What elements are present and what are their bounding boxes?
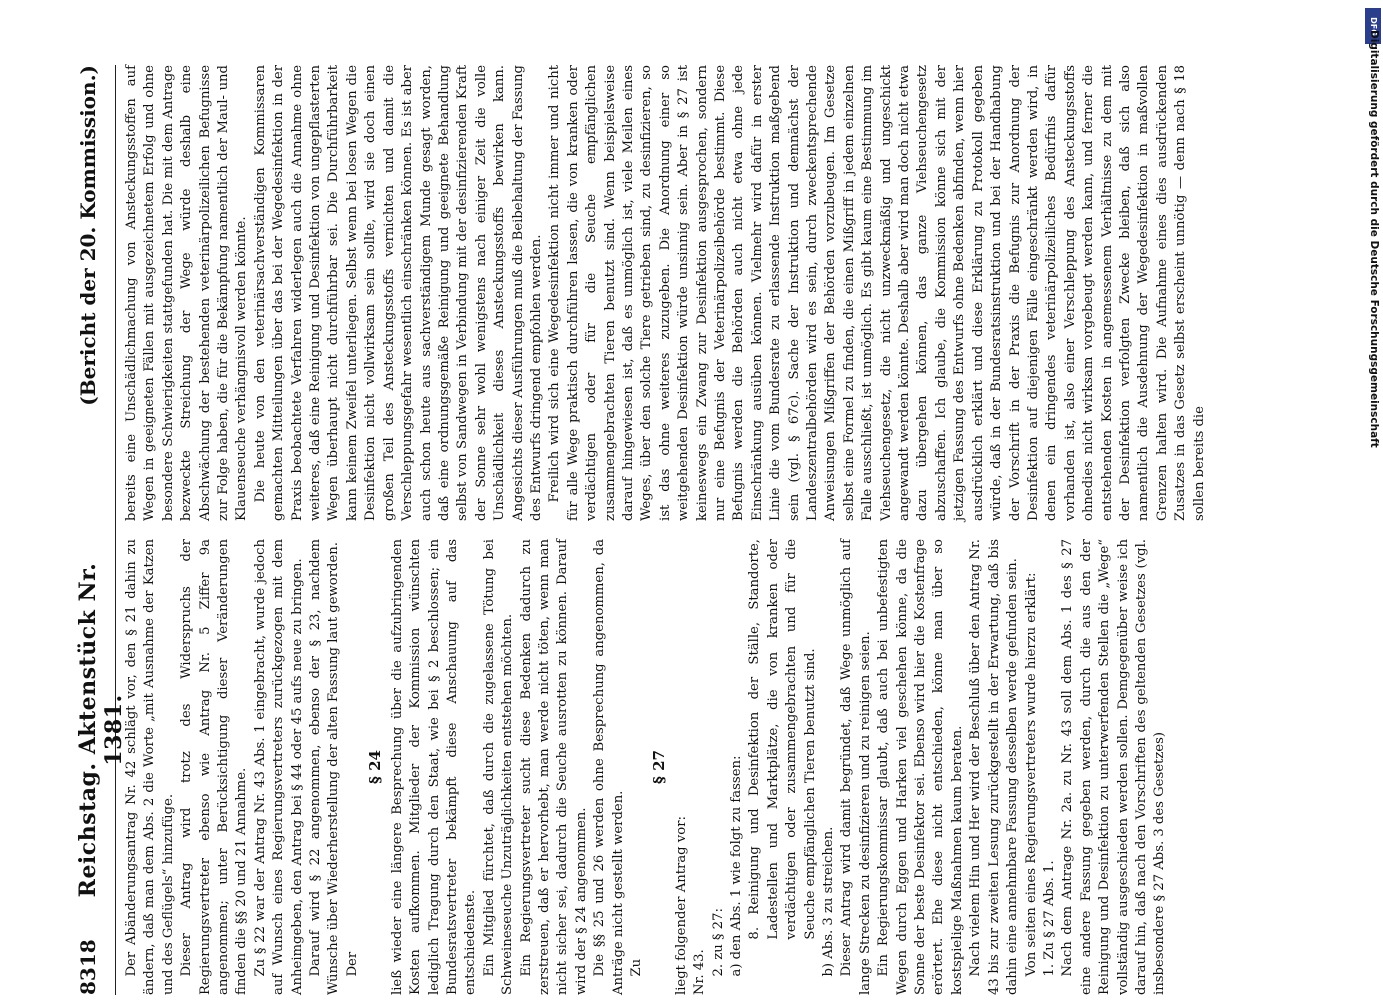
paragraph: Zu xyxy=(628,958,644,977)
paragraph: Der Abänderungsantrag Nr. 42 schlägt vor, den § 21 dahin zu ändern, daß man dem Abs. 2 die Worte „mit Ausnahme der Katzen und des Geflügels“ hinzufüge. xyxy=(124,539,176,995)
page-number: 8318 xyxy=(76,939,100,995)
paragraph: Die §§ 25 und 26 werden ohne Besprechung angenommen, da Anträge nicht gestellt werden. xyxy=(592,539,626,995)
paragraph: Darauf wird § 22 angenommen, ebenso der § 23, nachdem Wünsche über Wiederherstellung der alten Fassung laut geworden. xyxy=(308,539,342,995)
document-page xyxy=(75,65,1295,995)
page-title: Reichstag. Aktenstück Nr. 1381. xyxy=(75,562,127,898)
right-column xyxy=(123,65,1209,521)
paragraph: Die heute von den veterinärsachverständigen Kommissaren gemachten Mitteilungen über das bei der Wegedesinfektion in der Praxis beobachtete Verfahren widerlegen auch die Annahme ohne weiteres, daß eine Reinigung und Desinfektion von ungepflasterten Wegen überhaupt nicht durchführbar sei. Die Durchführbarkeit kann keinem Zweifel unterliegen. Selbst wenn bei losen Wegen die Desinfektion nicht vollwirksam sein sollte, wird sie doch einen großen Teil des Ansteckungsstoffs vernichten und damit die Verschleppungsgefahr wesentlich einschränken können. Es ist aber auch schon heute aus sachverständigem Munde gesagt worden, daß eine ordnungsgemäße Reinigung und geeignete Behandlung selbst von Sandwegen in Verbindung mit der desinfizierenden Kraft der Sonne sehr wohl wenigstens nach einiger Zeit die volle Unschädlichkeit dieses Ansteckungsstoffs bewirken kann. Angesichts dieser Ausführungen muß die Beibehaltung der Fassung des Entwurfs dringend empfohlen werden. xyxy=(252,65,544,521)
section-heading: § 27 xyxy=(650,750,669,784)
paragraph: 8. Reinigung und Desinfektion der Ställe, Standorte, Ladestellen und Marktplätze, die von kranken oder verdächtigen oder zusammengebrachten und für die Seuche empfänglichen Tieren benutzt sind. xyxy=(747,539,818,940)
margin-note xyxy=(1360,30,1382,930)
paragraph: Der xyxy=(344,951,360,977)
paragraph: 1. Zu § 27 Abs. 1. xyxy=(1041,860,1057,977)
left-column xyxy=(123,539,1209,995)
paragraph: liegt folgender Antrag vor: xyxy=(673,816,689,995)
paragraph: Nr. 43. xyxy=(692,949,708,995)
text-columns xyxy=(123,65,1209,995)
paragraph: Nach vielem Hin und Her wird der Beschluß über den Antrag Nr. 43 bis zur zweiten Lesung zurückgestellt in der Erwartung, daß bis dahin eine annehmbare Fassung desselben werde gefunden sein. xyxy=(968,539,1021,995)
margin-note-text: Digitalisierung gefördert durch die Deutsche Forschungsgemeinschaft xyxy=(1368,30,1380,448)
paragraph: 2. zu § 27: xyxy=(710,908,726,977)
paragraph: ließ wieder eine längere Besprechung über die aufzubringenden Kosten aufkommen. Mitglieder der Kommission wünschten lediglich Tragung durch den Staat, wie bei § 2 beschlossen; ein Bundesratsvertreter bekämpft diese Anschauung auf das entschiedenste. xyxy=(389,539,479,995)
paragraph: Ein Mitglied fürchtet, daß durch die zugelassene Tötung bei Schweineseuche Unzuträglichkeiten entstehen möchten. xyxy=(481,539,516,995)
paragraph: Zu § 22 war der Antrag Nr. 43 Abs. 1 eingebracht, wurde jedoch auf Wunsch eines Regierungsvertreters zurückgezogen mit dem Anheimgeben, den Antrag bei § 44 oder 45 aufs neue zu bringen. xyxy=(252,539,305,995)
paragraph: Dieser Antrag wird damit begründet, daß Wege unmöglich auf lange Strecken zu desinfizieren und zu reinigen seien. xyxy=(839,539,873,995)
paragraph: a) den Abs. 1 wie folgt zu fassen: xyxy=(729,755,744,977)
paragraph: Freilich wird sich eine Wegedesinfektion nicht immer und nicht für alle Wege praktisch durchführen lassen, die von kranken oder verdächtigen oder für die Seuche empfänglichen zusammengebrachten Tieren benutzt sind. Wenn beispielsweise darauf hingewiesen ist, daß es unmöglich ist, viele Meilen eines Weges, über den solche Tiere getrieben sind, zu desinfizieren, so ist das ohne weiteres zuzugeben. Die Anordnung einer so weitgehenden Desinfektion würde unsinnig sein. Aber in § 27 ist keineswegs ein Zwang zur Desinfektion ausgesprochen, sondern nur eine Befugnis der Veterinärpolizeibehörde bestimmt. Diese Befugnis werden die Behörden auch nicht etwa ohne jede Einschränkung ausüben können. Vielmehr wird dafür in erster Linie die vom Bundesrate zu erlassende Instruktion maßgebend sein (vgl. § 67c). Sache der Instruktion und demnächst der Landeszentralbehörden wird es sein, durch zweckentsprechende Anweisungen Mißgriffen der Behörden vorzubeugen. Im Gesetze selbst eine Formel zu finden, die einen Mißgriff in jedem einzelnen Falle ausschließt, ist unmöglich. Es gibt kaum eine Bestimmung im Viehseuchengesetz, die nicht unzweckmäßig und ungeschickt angewandt werden könnte. Deshalb aber wird man doch nicht etwa dazu übergehen können, das ganze Viehseuchengesetz abzuschaffen. Ich glaube, die Kommission könne sich mit der jetzigen Fassung des Entwurfs ohne Bedenken abfinden, wenn hier ausdrücklich erklärt und diese Erklärung zu Protokoll gegeben würde, daß in der Bundesratsinstruktion und bei der Handhabung der Vorschrift in der Praxis die Befugnis zur Anordnung der Desinfektion auf diejenigen Fälle eingeschränkt werden wird, in denen ein dringendes veterinärpolizeiliches Bedürfnis dafür vorhanden ist, also einer Verschleppung des Ansteckungsstoffs ohnedies nicht wirksam vorgebeugt werden kann, und ferner die entstehenden Kosten in angemessenem Verhältnisse zu dem mit der Desinfektion verfolgten Zwecke bleiben, daß sich also namentlich die Ausdehnung der Wegedesinfektion in maßvollen Grenzen halten wird. Die Aufnahme eines dies ausdrückenden Zusatzes in das Gesetz selbst erscheint unnötig — denn nach § 18 sollen bereits die xyxy=(547,65,1207,521)
section-heading: § 24 xyxy=(366,750,385,784)
dfg-logo: DFG xyxy=(1365,8,1381,44)
page-header xyxy=(75,65,127,995)
paragraph: Dieser Antrag wird trotz des Widerspruchs der Regierungsvertreter ebenso wie Antrag Nr. 5 Ziffer 9a angenommen; unter Berücksichtigung dieser Veränderungen finden die §§ 20 und 21 Annahme. xyxy=(179,539,250,995)
paragraph: Nach dem Antrage Nr. 2a. zu Nr. 43 soll dem Abs. 1 des § 27 eine andere Fassung gegeben werden, durch die aus den der Reinigung und Desinfektion zu unterwerfenden Stellen die „Wege“ vollständig ausgeschieden werden sollen. Demgegenüber weise ich darauf hin, daß nach den Vorschriften des geltenden Gesetzes (vgl. insbesondere § 27 Abs. 3 des Gesetzes) xyxy=(1060,539,1168,995)
paragraph: Ein Regierungskommissar glaubt, daß auch bei unbefestigten Wegen durch Eggen und Harken viel geschehen könne, da die Sonne der beste Desinfektor sei. Ebenso wird hier die Kostenfrage erörtert. Ehe diese nicht entschieden, könne man über so kostspielige Maßnahmen kaum beraten. xyxy=(876,539,965,995)
paragraph: b) Abs. 3 zu streichen. xyxy=(821,826,837,977)
paragraph: Von seiten eines Regierungsvertreters wurde hierzu erklärt: xyxy=(1023,572,1039,977)
header-right: (Bericht der 20. Kommission.) xyxy=(76,65,100,406)
paragraph: bereits eine Unschädlichmachung von Ansteckungsstoffen auf Wegen in geeigneten Fällen mit ausgezeichnetem Erfolg und ohne besondere Schwierigkeiten stattgefunden hat. Die mit dem Antrage bezweckte Streichung der Wege würde deshalb eine Abschwächung der bestehenden veterinärpolizeilichen Befugnisse zur Folge haben, die für die Bekämpfung namentlich der Maul- und Klauenseuche verhängnisvoll werden könnte. xyxy=(124,65,250,521)
paragraph: Ein Regierungsvertreter sucht diese Bedenken dadurch zu zerstreuen, daß er hervorhebt, man werde nicht töten, wenn man nicht sicher sei, dadurch die Seuche ausrotten zu können. Darauf wird der § 24 angenommen. xyxy=(518,539,589,995)
